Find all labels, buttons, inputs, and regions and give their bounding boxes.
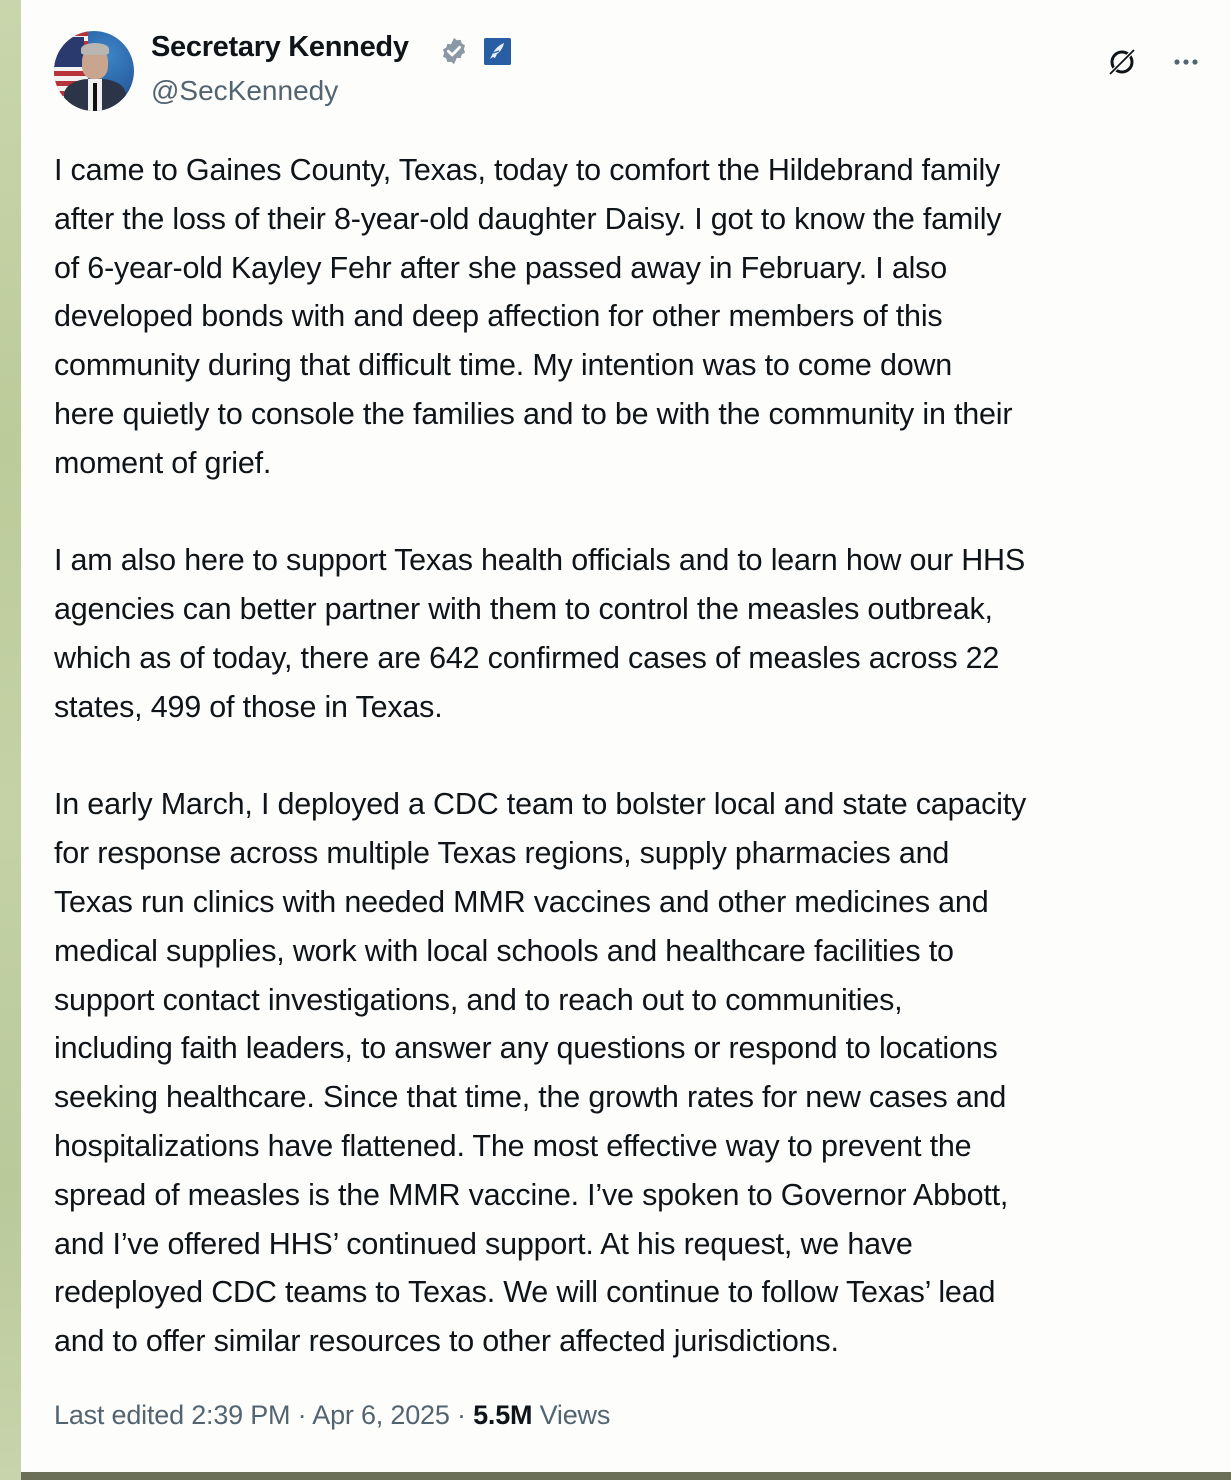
text-line: for response across multiple Texas regions, supply pharmacies and [54,836,950,871]
text-line: medical supplies, work with local schools and healthcare facilities to [54,933,954,968]
text-line: hospitalizations have flattened. The most effective way to prevent the [54,1128,972,1163]
avatar[interactable] [54,31,134,111]
paragraph-1 [54,146,1224,488]
views-count: 5.5M [473,1400,533,1430]
meta-separator: · [449,1400,474,1430]
post-text [54,146,1224,1415]
text-line: In early March, I deployed a CDC team to bolster local and state capacity [54,787,1027,822]
paragraph-3 [54,780,1224,1366]
text-line: Texas run clinics with needed MMR vaccines and other medicines and [54,884,989,919]
post-date[interactable]: Apr 6, 2025 [312,1400,450,1430]
hhs-logo-icon [484,38,511,65]
author-display-name[interactable]: Secretary Kennedy [151,31,409,63]
text-line: including faith leaders, to answer any questions or respond to locations [54,1031,998,1066]
avatar-tie [93,83,97,111]
views-label: Views [532,1400,611,1430]
text-line: developed bonds with and deep affection for other members of this [54,299,943,334]
text-line: seeking healthcare. Since that time, the growth rates for new cases and [54,1080,1007,1115]
text-line: I am also here to support Texas health officials and to learn how our HHS [54,543,1025,578]
more-options-icon[interactable] [1168,44,1204,80]
text-line: and I’ve offered HHS’ continued support. At his request, we have [54,1226,913,1261]
text-line: spread of measles is the MMR vaccine. I’ve spoken to Governor Abbott, [54,1177,1009,1212]
background-bottom-edge [21,1472,1231,1480]
text-line: of 6-year-old Kayley Fehr after she passed away in February. I also [54,250,947,285]
text-line: and to offer similar resources to other affected jurisdictions. [54,1324,839,1359]
gray-verified-check-icon [439,36,469,66]
background-edge [0,0,21,1480]
text-line: I came to Gaines County, Texas, today to comfort the Hildebrand family [54,153,1001,187]
post-metadata [54,1400,610,1431]
text-line: after the loss of their 8-year-old daughter Daisy. I got to know the family [54,201,1002,236]
text-line: agencies can better partner with them to control the measles outbreak, [54,592,993,627]
paragraph-2 [54,536,1224,731]
text-line: states, 499 of those in Texas. [54,689,443,724]
author-handle[interactable]: @SecKennedy [151,75,339,106]
avatar-flag-canton [54,37,84,67]
grok-icon[interactable] [1104,44,1140,80]
text-line: community during that difficult time. My intention was to come down [54,348,953,383]
text-line: redeployed CDC teams to Texas. We will continue to follow Texas’ lead [54,1275,996,1310]
edited-timestamp[interactable]: Last edited 2:39 PM [54,1400,291,1430]
text-line: here quietly to console the families and to be with the community in their [54,396,1013,431]
text-line: moment of grief. [54,445,272,480]
text-line: which as of today, there are 642 confirmed cases of measles across 22 [54,640,1000,675]
avatar-hair [81,43,109,55]
meta-separator: · [290,1400,313,1430]
text-line: support contact investigations, and to reach out to communities, [54,982,903,1017]
